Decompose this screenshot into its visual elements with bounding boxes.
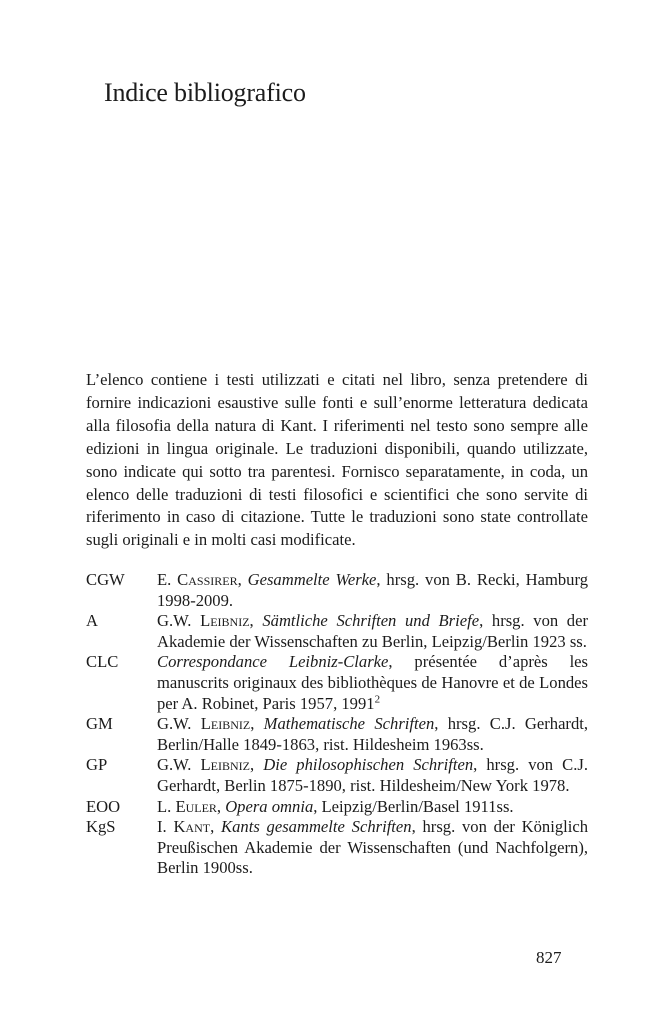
entry-reference xyxy=(157,797,588,818)
entry-abbreviation: KgS xyxy=(86,817,116,837)
entry-details: , Leipzig/Berlin/Basel 1911ss. xyxy=(313,796,514,816)
entry-work-title: Kants gesammelte Schriften xyxy=(221,817,412,837)
entry-details: , présentée d’après les manuscrits originaux des bibliothèques de Hanovre et de Londes per A. Robinet, Paris 1957, 1991 xyxy=(157,652,589,713)
entry-initials: G.W. xyxy=(157,755,201,775)
entry-abbreviation: EOO xyxy=(86,796,121,816)
entry-separator: , xyxy=(250,714,264,734)
entry-initials: L. xyxy=(157,796,176,816)
entry-reference xyxy=(157,652,588,714)
entry-author: Leibniz xyxy=(200,714,251,734)
entry-reference xyxy=(157,611,588,652)
entry-initials: G.W. xyxy=(157,714,201,734)
bibliography-entry-kgs xyxy=(86,817,588,879)
entry-author: Euler xyxy=(175,796,217,816)
entry-work-title: Die philosophischen Schriften xyxy=(263,755,474,775)
entry-abbreviation: CGW xyxy=(86,570,125,589)
entry-separator: , xyxy=(249,755,264,775)
entry-work-title: Opera omnia xyxy=(225,796,314,816)
entry-reference xyxy=(157,570,588,611)
bibliography-entry-cgw xyxy=(86,570,588,611)
entry-work-title: Gesammelte Werke xyxy=(247,570,377,589)
bibliography-entry-eoo xyxy=(86,797,588,818)
entry-details: , hrsg. von der Königlich Preußischen Akademie der Wissenschaften (und Nachfolgern), Berlin 1900ss. xyxy=(157,817,588,878)
entry-initials: G.W. xyxy=(157,611,201,631)
entry-details: , hrsg. von der Akademie der Wissenschaften zu Berlin, Leipzig/Berlin 1923 ss. xyxy=(157,611,588,651)
entry-separator: , xyxy=(237,570,248,589)
entry-abbreviation: GP xyxy=(86,755,108,775)
entry-details: , hrsg. von C.J. Gerhardt, Berlin 1875-1890, rist. Hildesheim/New York 1978. xyxy=(157,755,588,795)
bibliography-entry-gm xyxy=(86,714,588,755)
entry-abbreviation: A xyxy=(86,611,98,631)
bibliography-entry-clc xyxy=(86,652,588,714)
page-number: 827 xyxy=(536,948,562,967)
bibliography-entry-gp xyxy=(86,755,588,796)
page-title: Indice bibliografico xyxy=(104,78,306,107)
entry-reference xyxy=(157,817,588,879)
entry-work-title: Sämtliche Schriften und Briefe xyxy=(262,611,480,631)
entry-work-title: Mathematische Schriften xyxy=(263,714,435,734)
entry-separator: , xyxy=(249,611,263,631)
entry-author: Cassirer xyxy=(177,570,238,589)
bibliography-entry-a xyxy=(86,611,588,652)
entry-abbreviation: GM xyxy=(86,714,113,734)
entry-author: Leibniz xyxy=(200,611,250,631)
entry-reference xyxy=(157,714,588,755)
entry-initials: E. xyxy=(157,570,178,589)
intro-paragraph: L’elenco contiene i testi utilizzati e citati nel libro, senza pretendere di fornire indicazioni esaustive sulle fonti e sull’enorme letteratura dedicata alla filosofia della natura di Kant. I riferimenti nel testo sono sempre alle edizioni in lingua originale. Le traduzioni disponibili, quando utilizzate, sono indicate qui sotto tra parentesi. Fornisco separatamente, in coda, un elenco delle traduzioni di testi filosofici e scientifici che sono servite di riferimento in caso di citazione. Tutte le traduzioni sono state controllate sugli originali e in molti casi modificate. xyxy=(86,370,588,550)
entry-edition-superscript: 2 xyxy=(374,693,381,706)
entry-separator: , xyxy=(210,817,222,837)
entry-separator: , xyxy=(216,796,226,816)
entry-author: Leibniz xyxy=(200,755,250,775)
entry-author: Kant xyxy=(173,817,211,837)
entry-work-title: Correspondance Leibniz-Clarke xyxy=(157,652,389,672)
entry-abbreviation: CLC xyxy=(86,652,119,672)
entry-reference xyxy=(157,755,588,796)
entry-details: , hrsg. C.J. Gerhardt, Berlin/Halle 1849-1863, rist. Hildesheim 1963ss. xyxy=(157,714,589,754)
entry-details: , hrsg. von B. Recki, Hamburg 1998-2009. xyxy=(157,570,589,610)
entry-initials: I. xyxy=(157,817,174,837)
abbreviations-list xyxy=(86,570,588,879)
